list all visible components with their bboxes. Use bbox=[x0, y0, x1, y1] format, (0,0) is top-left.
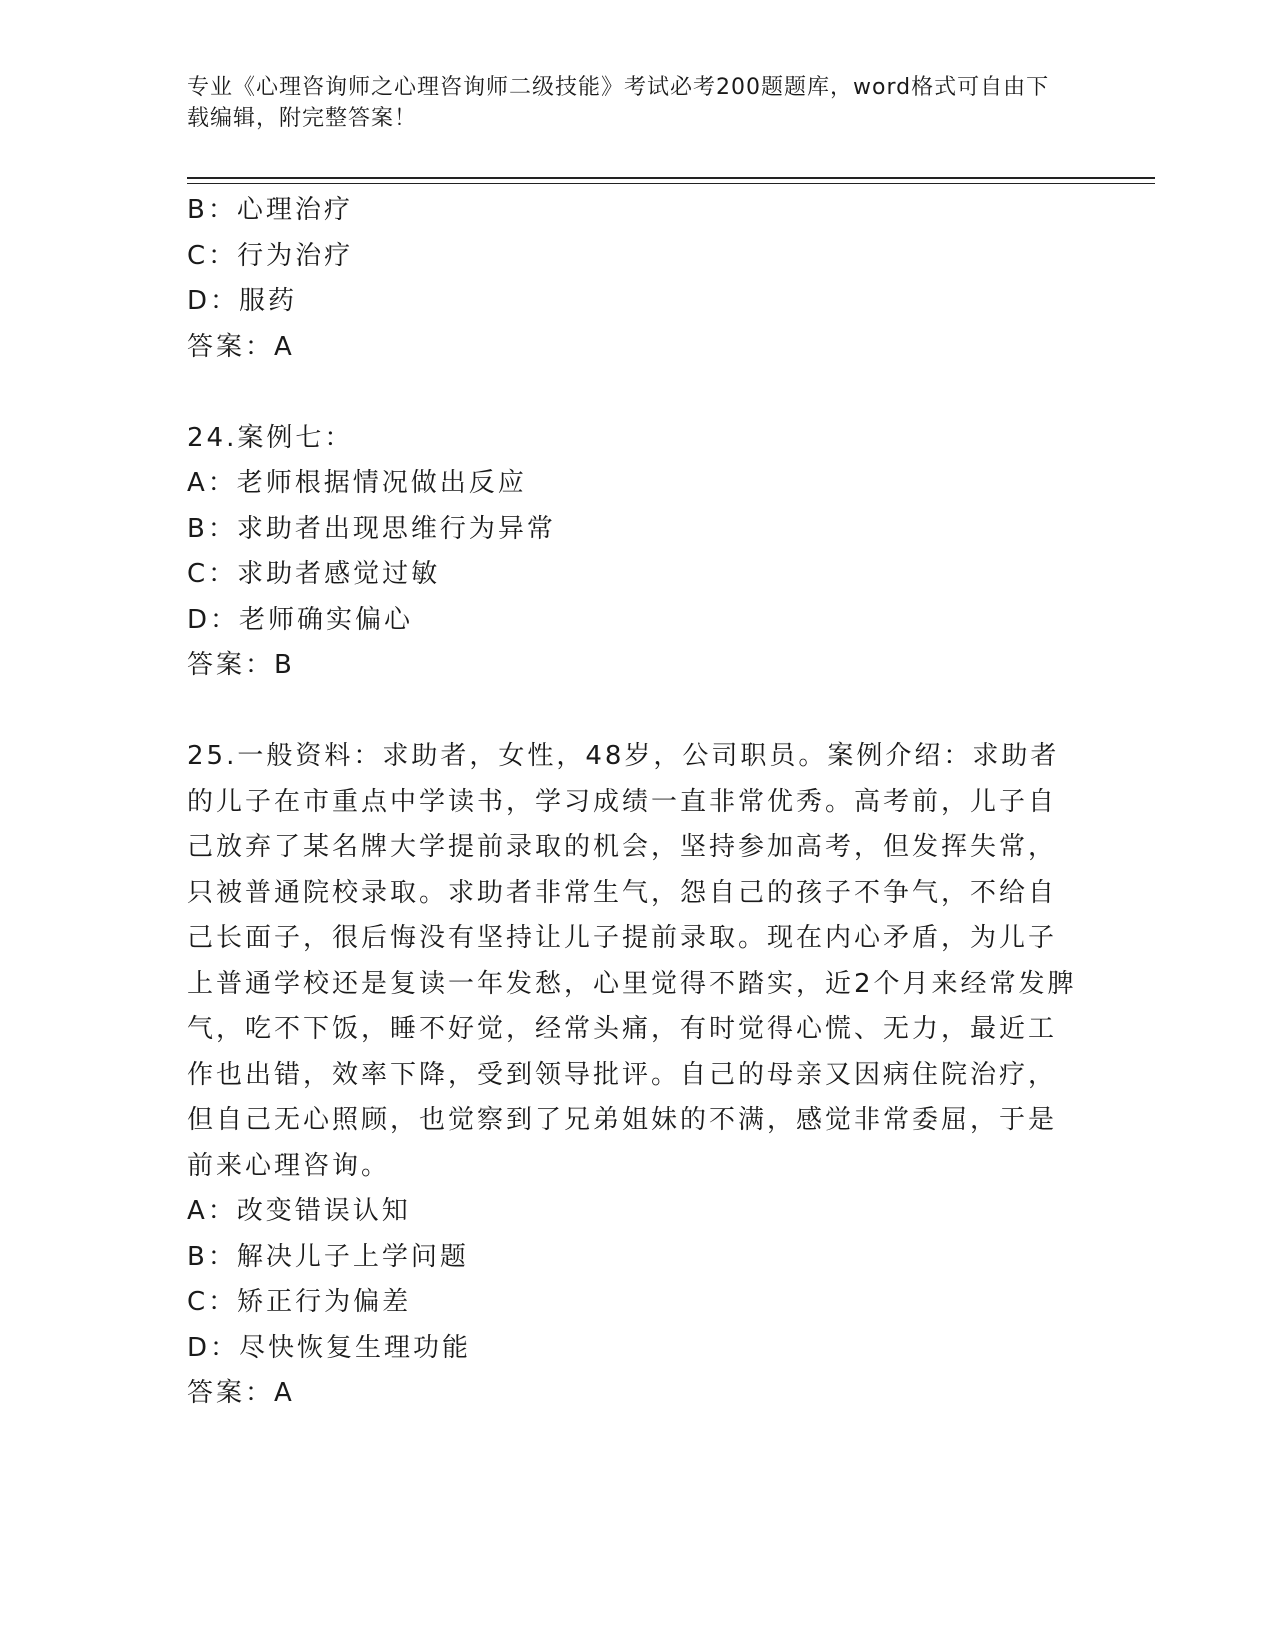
q25-option-c: C：矫正行为偏差 bbox=[187, 1287, 412, 1317]
q24-option-d: D：老师确实偏心 bbox=[187, 604, 414, 635]
q24-option-b: B：求助者出现思维行为异常 bbox=[187, 513, 556, 544]
spacer bbox=[187, 370, 1087, 416]
spacer bbox=[187, 689, 1087, 735]
q25-question: 25.一般资料：求助者，女性，48岁，公司职员。案例介绍：求助者的儿子在市重点中学读书，学习成绩一直非常优秀。高考前，儿子自己放弃了某名牌大学提前录取的机会，坚持参加高考，但发挥失常，只被普通院校录取。求助者非常生气，怨自己的孩子不争气，不给自己长面子，很后悔没有坚持让儿子提前录取。现在内心矛盾，为儿子上普通学校还是复读一年发愁，心里觉得不踏实，近2个月来经常发脾气，吃不下饭，睡不好觉，经常头痛，有时觉得心慌、无力，最近工作也出错，效率下降，受到领导批评。自己的母亲又因病住院治疗，但自己无心照顾，也觉察到了兄弟姐妹的不满，感觉非常委屈，于是前来心理咨询。 bbox=[187, 741, 1077, 1181]
q24-answer: 答案：B bbox=[187, 650, 295, 680]
q23-answer: 答案：A bbox=[187, 331, 295, 362]
q24-option-a: A：老师根据情况做出反应 bbox=[187, 468, 527, 498]
q25-answer: 答案：A bbox=[187, 1378, 295, 1408]
q24-question: 24.案例七： bbox=[187, 422, 354, 453]
page-header: 专业《心理咨询师之心理咨询师二级技能》考试必考200题题库，word格式可自由下载编辑，附完整答案！ bbox=[187, 75, 1050, 131]
q23-option-b: B：心理治疗 bbox=[187, 195, 353, 225]
header-divider-thin bbox=[187, 183, 1155, 184]
header-divider-thick bbox=[187, 177, 1155, 179]
q23-option-c: C：行为治疗 bbox=[187, 240, 354, 271]
q23-option-d: D：服药 bbox=[187, 286, 298, 316]
q25-option-a: A：改变错误认知 bbox=[187, 1196, 411, 1226]
q25-option-b: B：解决儿子上学问题 bbox=[187, 1241, 469, 1272]
q24-option-c: C：求助者感觉过敏 bbox=[187, 559, 441, 589]
question-content bbox=[187, 188, 1087, 1417]
q25-option-d: D：尽快恢复生理功能 bbox=[187, 1332, 472, 1363]
